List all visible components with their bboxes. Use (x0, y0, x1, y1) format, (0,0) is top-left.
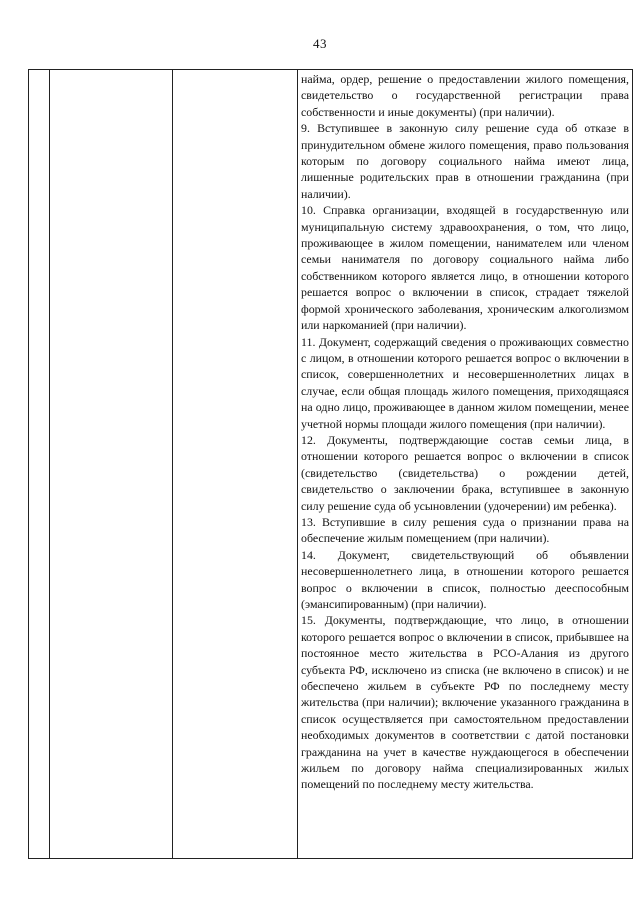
list-item: 14. Документ, свидетельствующий об объявлении несовершеннолетнего лица, в отношении которого решается вопрос о включении в список, полностью дееспособным (эмансипированным) (при наличии). (301, 547, 629, 611)
list-item: 13. Вступившие в силу решения суда о признании права на обеспечение жилым помещением (при наличии). (301, 514, 629, 546)
table-row (29, 70, 633, 859)
list-item: 15. Документы, подтверждающие, что лицо, в отношении которого решается вопрос о включении в список, прибывшее на постоянное место жительства в РСО-Алания из другого субъекта РФ, исключено из списка (не включено в список) и не обеспечено жильем в субъекте РФ по последнему месту жительства (при наличии); включение указанного гражданина в список осуществляется при самостоятельном предоставлении необходимых документов в соответствии с датой постановки гражданина на учет в качестве нуждающегося в обеспечении жильем по договору найма специализированных жилых помещений по последнему месту жительства. (301, 613, 629, 792)
list-item: 9. Вступившее в законную силу решение суда об отказе в принудительном обмене жилого помещения, право пользования которым по договору социального найма имеют лица, лишенные родительских прав в отношении гражданина (при наличии). (301, 121, 629, 201)
documents-list-cell (298, 70, 633, 859)
list-item: 11. Документ, содержащий сведения о проживающих совместно с лицом, в отношении которого решается вопрос о включении в список, совершеннолетних и несовершеннолетних лицах в случае, если общая площадь жилого помещения, приходящаяся на одно лицо, проживающее в данном жилом помещении, менее учетной нормы площади жилого помещения (при наличии). (301, 334, 629, 431)
list-item: 12. Документы, подтверждающие состав семьи лица, в отношении которого решается вопрос о включении в список (свидетельство (свидетельства) о рождении детей, свидетельство о заключении брака, вступившее в законную силу решение суда об усыновлении (удочерении) им ребенка). (301, 432, 629, 513)
page-number: 43 (313, 36, 327, 51)
document-table (28, 69, 633, 859)
list-item: 10. Справка организации, входящей в государственную или муниципальную систему здравоохранения, о том, что лицо, проживающее в жилом помещении, нанимателем или членом семьи нанимателя по договору социального найма либо собственником которого является лицо, в отношении которого решается вопрос о включении в список, страдает тяжелой формой хронического заболевания, хроническим алкоголизмом или наркоманией (при наличии). (301, 203, 629, 333)
number-cell (29, 70, 50, 859)
empty-cell-3 (173, 70, 298, 859)
empty-cell-2 (50, 70, 173, 859)
list-item: найма, ордер, решение о предоставлении жилого помещения, свидетельство о государственной регистрации права собственности и иные документы) (при наличии). (301, 72, 629, 119)
